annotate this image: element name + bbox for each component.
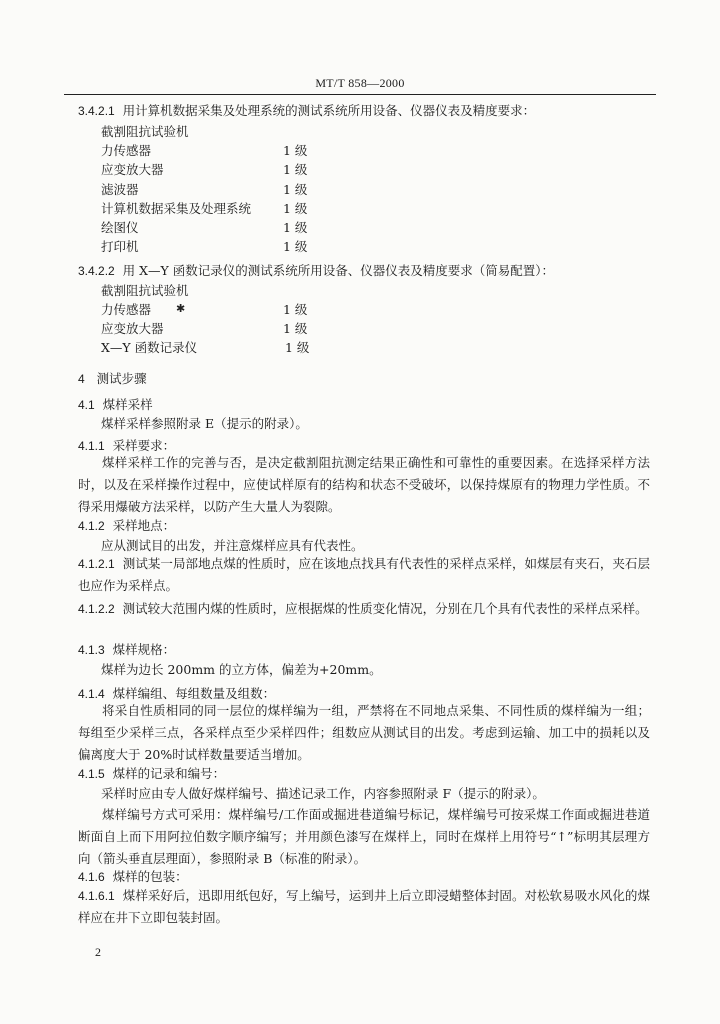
section-4-1-6-heading bbox=[78, 869, 188, 885]
accuracy-level: 1 级 bbox=[283, 162, 308, 177]
accuracy-level: 1 级 bbox=[285, 340, 310, 355]
section-text: 煤样规格： bbox=[112, 642, 176, 657]
list-item: 打印机 bbox=[101, 239, 139, 254]
section-text: 煤样采好后，迅即用纸包好，写上编号，运到井上后立即浸蜡整体封固。对松软易吸水风化的煤样应在井下立即包装封固。 bbox=[78, 888, 650, 925]
section-4-1-2-1 bbox=[78, 553, 650, 597]
section-number: 3.4.2.1 bbox=[78, 104, 115, 118]
paragraph: 煤样采样工作的完善与否，是决定截割阻抗测定结果正确性和可靠性的重要因素。在选择采样方法时，以及在采样操作过程中，应使试样原有的结构和状态不受破坏，以保持煤原有的物理力学性质。不得采用爆破方法采样，以防产生大量人为裂隙。 bbox=[78, 455, 650, 514]
section-number: 4.1.2.1 bbox=[78, 557, 115, 571]
section-number: 4.1.1 bbox=[78, 439, 105, 453]
page-number: 2 bbox=[95, 945, 101, 959]
section-text: 煤样的记录和编号： bbox=[112, 766, 226, 781]
section-number: 4.1.5 bbox=[78, 767, 105, 781]
accuracy-level: 1 级 bbox=[283, 239, 308, 254]
section-number: 4.1.6.1 bbox=[78, 889, 115, 903]
list-item: 绘图仪 bbox=[101, 220, 139, 235]
section-text: 测试步骤 bbox=[96, 371, 147, 386]
list-item: 计算机数据采集及处理系统 bbox=[101, 201, 252, 216]
section-number: 3.4.2.2 bbox=[78, 264, 115, 278]
paragraph: 煤样为边长 200mm 的立方体，偏差为+20mm。 bbox=[101, 662, 382, 677]
list-item: 应变放大器 bbox=[101, 162, 164, 177]
list-item: 滤波器 bbox=[101, 182, 139, 197]
accuracy-level: 1 级 bbox=[283, 143, 308, 158]
section-number: 4.1.4 bbox=[78, 687, 105, 701]
section-text: 煤样的包装： bbox=[112, 869, 188, 884]
equipment-group-title: 截割阻抗试验机 bbox=[101, 283, 189, 298]
accuracy-level: 1 级 bbox=[283, 302, 308, 317]
section-3-4-2-1-heading bbox=[78, 103, 535, 119]
accuracy-level: 1 级 bbox=[283, 201, 308, 216]
section-text: 用 X—Y 函数记录仪的测试系统所用设备、仪器仪表及精度要求（简易配置）： bbox=[122, 263, 555, 278]
list-item: 力传感器 bbox=[101, 302, 152, 317]
section-number: 4 bbox=[78, 372, 85, 386]
header-rule bbox=[64, 94, 656, 95]
section-number: 4.1.3 bbox=[78, 643, 105, 657]
section-text: 煤样编组、每组数量及组数： bbox=[112, 686, 276, 701]
paragraph: 应从测试目的出发，并注意煤样应具有代表性。 bbox=[101, 538, 364, 553]
accuracy-level: 1 级 bbox=[283, 321, 308, 336]
section-text: 煤样采样 bbox=[102, 397, 153, 412]
ink-blot-mark: ✱ bbox=[176, 302, 186, 315]
section-4-1-5-heading bbox=[78, 766, 225, 782]
list-item: X—Y 函数记录仪 bbox=[101, 340, 198, 355]
section-number: 4.1.2.2 bbox=[78, 602, 115, 616]
list-item: 力传感器 bbox=[101, 143, 152, 158]
document-header: MT/T 858—2000 bbox=[315, 76, 405, 90]
section-number: 4.1.6 bbox=[78, 870, 105, 884]
section-3-4-2-2-heading bbox=[78, 263, 554, 279]
section-4-heading bbox=[78, 371, 147, 387]
section-number: 4.1 bbox=[78, 398, 95, 412]
section-4-1-heading bbox=[78, 397, 153, 413]
paragraph: 煤样编号方式可采用：煤样编号/工作面或掘进巷道编号标记，煤样编号可按采煤工作面或掘进巷道断面自上而下用阿拉伯数字顺序编写；并用颜色漆写在煤样上，同时在煤样上用符号“↑”标明其层理方向（箭头垂直层理面），参照附录 B（标准的附录）。 bbox=[78, 807, 650, 866]
accuracy-level: 1 级 bbox=[283, 220, 308, 235]
section-text: 采样地点： bbox=[112, 518, 176, 533]
section-text: 采样要求： bbox=[112, 438, 176, 453]
section-4-1-3-heading bbox=[78, 642, 175, 658]
equipment-group-title: 截割阻抗试验机 bbox=[101, 124, 189, 139]
section-4-1-2-2 bbox=[78, 598, 650, 620]
section-text: 测试某一局部地点煤的性质时，应在该地点找具有代表性的采样点采样，如煤层有夹石，夹石层也应作为采样点。 bbox=[78, 556, 650, 593]
paragraph: 煤样采样参照附录 E（提示的附录）。 bbox=[101, 416, 308, 431]
section-text: 测试较大范围内煤的性质时，应根据煤的性质变化情况，分别在几个具有代表性的采样点采样。 bbox=[122, 601, 648, 616]
section-number: 4.1.2 bbox=[78, 519, 105, 533]
paragraph: 采样时应由专人做好煤样编号、描述记录工作，内容参照附录 F（提示的附录）。 bbox=[101, 786, 545, 801]
accuracy-level: 1 级 bbox=[283, 182, 308, 197]
list-item: 应变放大器 bbox=[101, 321, 164, 336]
section-text: 用计算机数据采集及处理系统的测试系统所用设备、仪器仪表及精度要求： bbox=[122, 103, 536, 118]
paragraph: 将采自性质相同的同一层位的煤样编为一组，严禁将在不同地点采集、不同性质的煤样编为一组；每组至少采样三点，各采样点至少采样四件；组数应从测试目的出发。考虑到运输、加工中的损耗以及偏离度大于 20%时试样数量要适当增加。 bbox=[78, 703, 650, 762]
section-4-1-2-heading bbox=[78, 518, 175, 534]
section-4-1-6-1 bbox=[78, 885, 650, 929]
